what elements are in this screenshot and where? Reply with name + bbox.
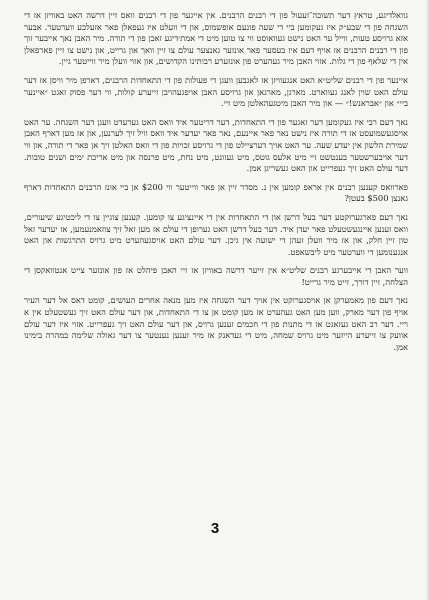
paragraph: ווער האבן די אייבערגע רבנים שליט״א אין זייער דרשה באוויזן אז זיי האבן פיהלט אז פון אונזער צייט אנטוואקסן די הצלחה, זיין דורך, זייט מיר גרייט! — [24, 265, 408, 287]
page-number: 3 — [210, 520, 220, 537]
paragraph: איינער פון די רבנים שליט״א האט אנגעוויזן אז לאגבען וועגן די פעולות פון די התאחדות הרבנים, דארפן מיר וויסן אז דער עולם האט שוין לאנג געווארט. מארגן, מארגאן און גרויסע האבן אויפגעהויבן זייערע קולות, ווי דער פסוק זאגט ״איינער ביי״ און ״אבראנש!״ — און מיר האבן מיטגעהאלטן מיט זיי. — [24, 74, 408, 109]
paragraph: נאך דעם רבי איז געקומען דער זאגער פון די התאחדות, דער דריטער איד וואס האט גערעדט וועגן דער השגחה. ער האט אויסגעשמועסט אז די תורה איז נישט נאר פאר איינעם, נאר פאר יעדער איד וואס וויל זיך לערנען, און אז מען דארף האבן שמירת הלשון אין יעדע שעה. ער האט אויך דערציילט פון די גרויסע זכויות פון די וואס האלטן זיך אן פאר די תורה, און ווי דער אויבערשטער בענטשט זיי מיט אלעס גוטס, מיט געזונט, מיט נחת, מיט פרנסה און מיט אריכת ימים ושנים טובות. דער עולם האט זיך געפרייט און האט געשריגן אמן. — [24, 116, 408, 174]
paragraph: נאך דעם פון מאמערקן אן אויסגערוקט אין אויך דער השגחה איז מען מנאה אחרים העושים, קומט דאס אל דער העיר אויף פון דער מארק, ווען מען האט געהערט אז מען קומט אן צו די התאחדות, און דער עולם האט זיך געשטעלט אין א ריי. דער רב האט געזאגט אז די מתנות פון די חכמים זענען גרויס, און דער עולם האט זיך געפרייט. אזוי איז דער עולם אוועק צו זייערע הייזער מיט גרויס שמחה, מיט די געדאנק אז מיר זענען נענטער צו דער גאולה שלימה במהרה בימינו אמן. — [24, 295, 408, 352]
binding-edge — [426, 0, 430, 600]
paragraph: נאך דעם פארגערוקטע דער בעל דרשן און די התאחדות אין די איינציגע צו קומען. קענען צוגיין צו די ליכטיגע שיעורים, וואס זענען איינגעשטעלט פאר יעדן איד. דער בעל דרשן האט גערופן די עולם אז מען זאל זיך צוזאמנעמען, אז יעדער זאל טון זיין חלק, און אז מיר וועלן זעהן די ישועה אין גיכן. דער עולם האט אויסגעהערט מיט גרויס התרגשות און האט אנגענומען די ווערטער מיט ליבשאפט. — [24, 211, 408, 257]
paragraph: פארוואס קענען רבנים אין אראפ קומען אין נ. מסדר זיין אן פאר ווייטער ווי $200 אן ביי אונז הרבנים התאחדות דארף גאנצן $500 בעטן? — [24, 181, 408, 204]
paragraph: גוואלדיגע, טראץ דער תשובה־זעעול פון די רבנים הרבנים. אין אייגער פון די רבנים וואס זיין דרשה האט באוויזן אז די השגחה פון די שבע״ק איז געקומען ביי די שעה פונעם אופשמוס, און די וועלט איז געפאלן פאר אזעלכע ווערטער. אבער אזא גרויסע טעות, ווייל ער האט נישט געוואוסט ווי צו טוען מיט די אמת׳דיגע זאכן פון די תורה. מיר האבן נאך אייבער זוך פון די רבנים הרבנים אז אויף דעם איז בעסער פאר אונזער גאנצער עולם צו זיין וואך און גרייט, און נישט צו זיין פארפאלן אין די שלאף פון די גלות. אזוי האבן מיר געהערט פון אונזערע רבותינו הקדושים, און אזוי וועלן מיר ווייטער גיין. — [24, 10, 408, 67]
body-text — [24, 10, 408, 353]
